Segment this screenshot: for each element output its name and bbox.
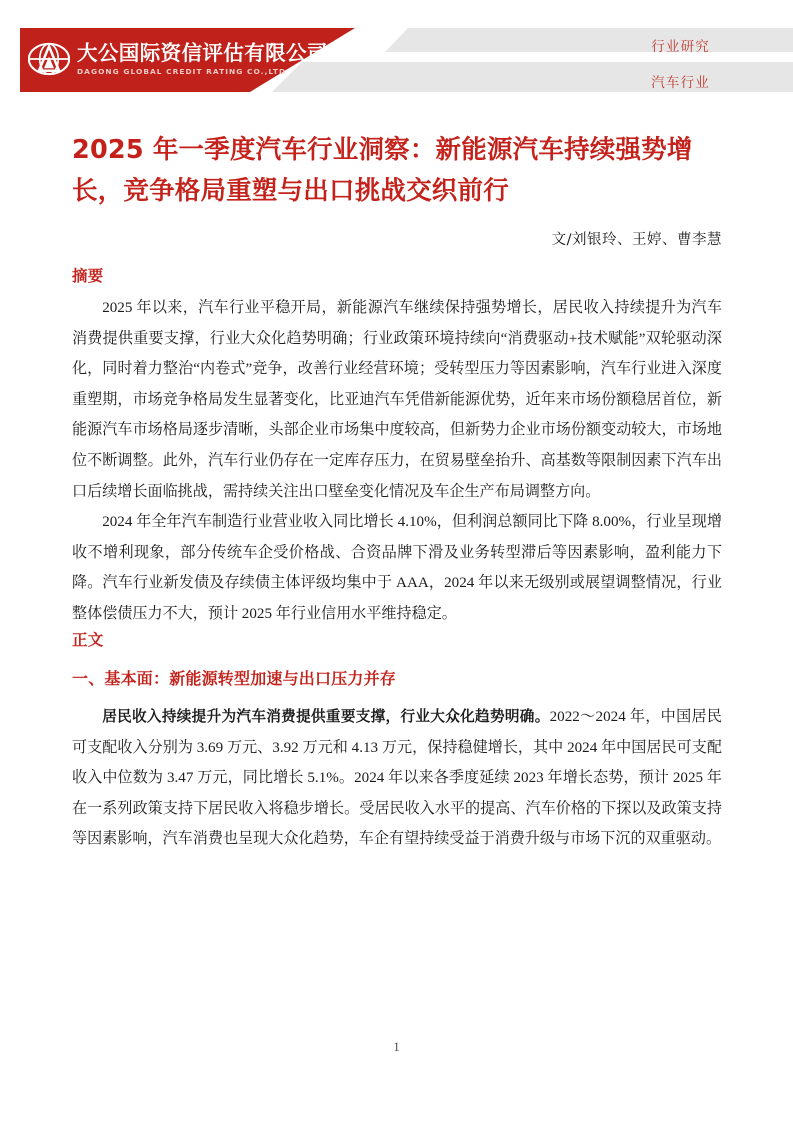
abstract-paragraph-2: 2024 年全年汽车制造行业营业收入同比增长 4.10%，但利润总额同比下降 8.00%，行业呈现增收不增利现象，部分传统车企受价格战、合资品牌下滑及业务转型滞后等因素影响，盈利能力下降。汽车行业新发债及存续债主体评级均集中于 AAA，2024 年以来无级别或展望调整情况，行业整体偿债压力不大，预计 2025 年行业信用水平维持稳定。	[72, 514, 722, 622]
section-1-body-text: 2022～2024 年，中国居民可支配收入分别为 3.69 万元、3.92 万元和 4.13 万元，保持稳健增长，其中 2024 年中国居民可支配收入中位数为 3.47 万元，同比增长 5.1%。2024 年以来各季度延续 2023 年增长态势，预计 2025 年在一系列政策支持下居民收入将稳步增长。受居民收入水平的提高、汽车价格的下探以及政策支持等因素影响，汽车消费也呈现大众化趋势，车企有望持续受益于消费升级与市场下沉的双重驱动。	[72, 709, 722, 848]
page-title: 2025 年一季度汽车行业洞察：新能源汽车持续强势增长，竞争格局重塑与出口挑战交织前行	[72, 135, 693, 206]
header-tag-auto-sector: 汽车行业	[651, 75, 710, 91]
header-tag-industry-research: 行业研究	[651, 39, 710, 55]
company-logo	[28, 38, 328, 80]
abstract-label: 摘要	[72, 267, 104, 285]
header-band-lower	[272, 62, 793, 92]
maintext-label: 正文	[72, 631, 104, 649]
dagong-globe-emblem-icon	[28, 38, 70, 80]
section-1-paragraph-1	[72, 702, 722, 855]
logo-company-name-cn: 大公国际资信评估有限公司	[77, 41, 328, 66]
abstract-paragraph-1: 2025 年以来，汽车行业平稳开局，新能源汽车继续保持强势增长，居民收入持续提升为汽车消费提供重要支撑，行业大众化趋势明确；行业政策环境持续向“消费驱动+技术赋能”双轮驱动深化，同时着力整治“内卷式”竞争，改善行业经营环境；受转型压力等因素影响，汽车行业进入深度重塑期，市场竞争格局发生显著变化，比亚迪汽车凭借新能源优势，近年来市场份额稳居首位，新能源汽车市场格局逐步清晰，头部企业市场集中度较高，但新势力企业市场份额变动较大，市场地位不断调整。此外，汽车行业仍存在一定库存压力，在贸易壁垒抬升、高基数等限制因素下汽车出口后续增长面临挑战，需持续关注出口壁垒变化情况及车企生产布局调整方向。	[72, 300, 722, 500]
author-byline: 文/刘银玲、王婷、曹李慧	[551, 232, 722, 248]
logo-company-name-en: DAGONG GLOBAL CREDIT RATING CO.,LTD	[77, 66, 287, 76]
section-heading-1: 一、基本面：新能源转型加速与出口压力并存	[72, 669, 397, 688]
section-1-body	[72, 702, 722, 855]
header-band-upper	[385, 28, 793, 52]
page-number-footer: 1	[393, 1040, 400, 1054]
section-1-lead-in: 居民收入持续提升为汽车消费提供重要支撑，行业大众化趋势明确。	[102, 708, 550, 725]
page-header	[0, 0, 793, 110]
abstract-body	[72, 293, 722, 630]
